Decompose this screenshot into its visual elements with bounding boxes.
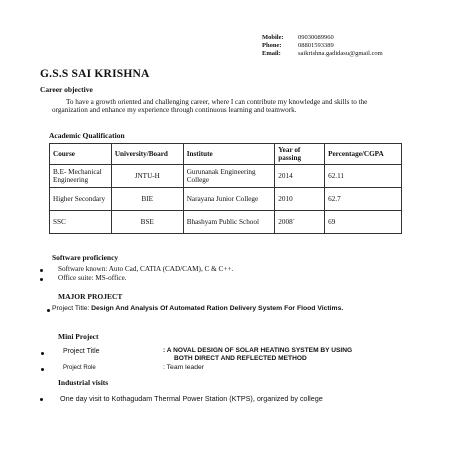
cell-institute: Narayana Junior College xyxy=(183,188,275,211)
major-project-prefix: Project Title: xyxy=(52,305,90,312)
cell-percentage: 69 xyxy=(325,211,402,234)
contact-block xyxy=(262,34,383,59)
bullet-icon xyxy=(40,398,43,401)
software-heading: Software proficiency xyxy=(52,253,119,262)
header-year: Year of passing xyxy=(275,144,325,165)
academic-table xyxy=(49,143,402,234)
bullet-icon xyxy=(47,309,50,312)
cell-university: JNTU-H xyxy=(111,165,183,188)
phone-value: 08801593389 xyxy=(298,42,334,50)
mini-project-role-label: Project Role xyxy=(63,365,96,371)
bullet-icon xyxy=(40,278,43,281)
cell-percentage: 62.11 xyxy=(325,165,402,188)
email-line xyxy=(262,50,383,58)
cell-year: 2010 xyxy=(275,188,325,211)
mini-project-title-line-1: : A NOVAL DESIGN OF SOLAR HEATING SYSTEM BY USING xyxy=(163,347,353,354)
bullet-icon xyxy=(40,269,43,272)
cell-course: SSC xyxy=(50,211,112,234)
mobile-value: 09030089960 xyxy=(298,34,334,41)
table-row xyxy=(50,165,402,188)
email-label: Email: xyxy=(262,50,281,58)
table-header-row xyxy=(50,144,402,165)
email-value[interactable]: saikrishna.gadidasu@gmail.com xyxy=(298,50,383,58)
cell-year: 2014 xyxy=(275,165,325,188)
cell-university: BSE xyxy=(111,211,183,234)
header-percentage: Percentage/CGPA xyxy=(325,144,402,165)
table-row xyxy=(50,188,402,211)
candidate-name: G.S.S SAI KRISHNA xyxy=(40,68,150,80)
mini-project-title-value xyxy=(163,347,352,363)
mobile-line xyxy=(262,34,383,42)
header-course: Course xyxy=(50,144,112,165)
bullet-icon xyxy=(41,352,44,355)
major-project-heading: MAJOR PROJECT xyxy=(58,292,123,301)
software-item: Office suite: MS-office. xyxy=(58,274,127,282)
cell-institute: Bhashyam Public School xyxy=(183,211,275,234)
academic-heading: Academic Qualification xyxy=(49,131,125,140)
cell-university: BIE xyxy=(111,188,183,211)
header-institute: Institute xyxy=(183,144,275,165)
header-university: University/Board xyxy=(111,144,183,165)
career-objective-heading: Career objective xyxy=(40,85,93,94)
cell-percentage: 62.7 xyxy=(325,188,402,211)
mini-project-title-line-2: BOTH DIRECT AND REFLECTED METHOD xyxy=(174,355,307,362)
bullet-icon xyxy=(41,368,44,371)
cell-course: B.E- Mechanical Engineering xyxy=(50,165,112,188)
table-row xyxy=(50,211,402,234)
phone-line xyxy=(262,42,383,50)
mini-project-heading: Mini Project xyxy=(58,332,99,341)
career-objective-text: To have a growth oriented and challenging career, where I can contribute my knowledge and skills to the organization and enhance my experience through continuous learning and teamwork. xyxy=(52,98,368,115)
major-project-name: Design And Analysis Of Automated Ration Delivery System For Flood Victims. xyxy=(91,305,344,312)
mini-project-title-label: Project Title xyxy=(63,348,100,355)
cell-institute: Gurunanak Engineering College xyxy=(183,165,275,188)
cell-year: 2008` xyxy=(275,211,325,234)
cell-course: Higher Secondary xyxy=(50,188,112,211)
mobile-label: Mobile: xyxy=(262,34,284,41)
industrial-visits-heading: Industrial visits xyxy=(58,378,109,387)
software-item: Software known: Auto Cad, CATIA (CAD/CAM), C & C++. xyxy=(58,265,234,273)
major-project-title xyxy=(52,305,392,313)
industrial-visit-item: One day visit to Kothagudam Thermal Power Station (KTPS), organized by college xyxy=(60,394,323,403)
phone-label: Phone: xyxy=(262,42,282,50)
mini-project-role-value: : Team leader xyxy=(163,364,205,371)
